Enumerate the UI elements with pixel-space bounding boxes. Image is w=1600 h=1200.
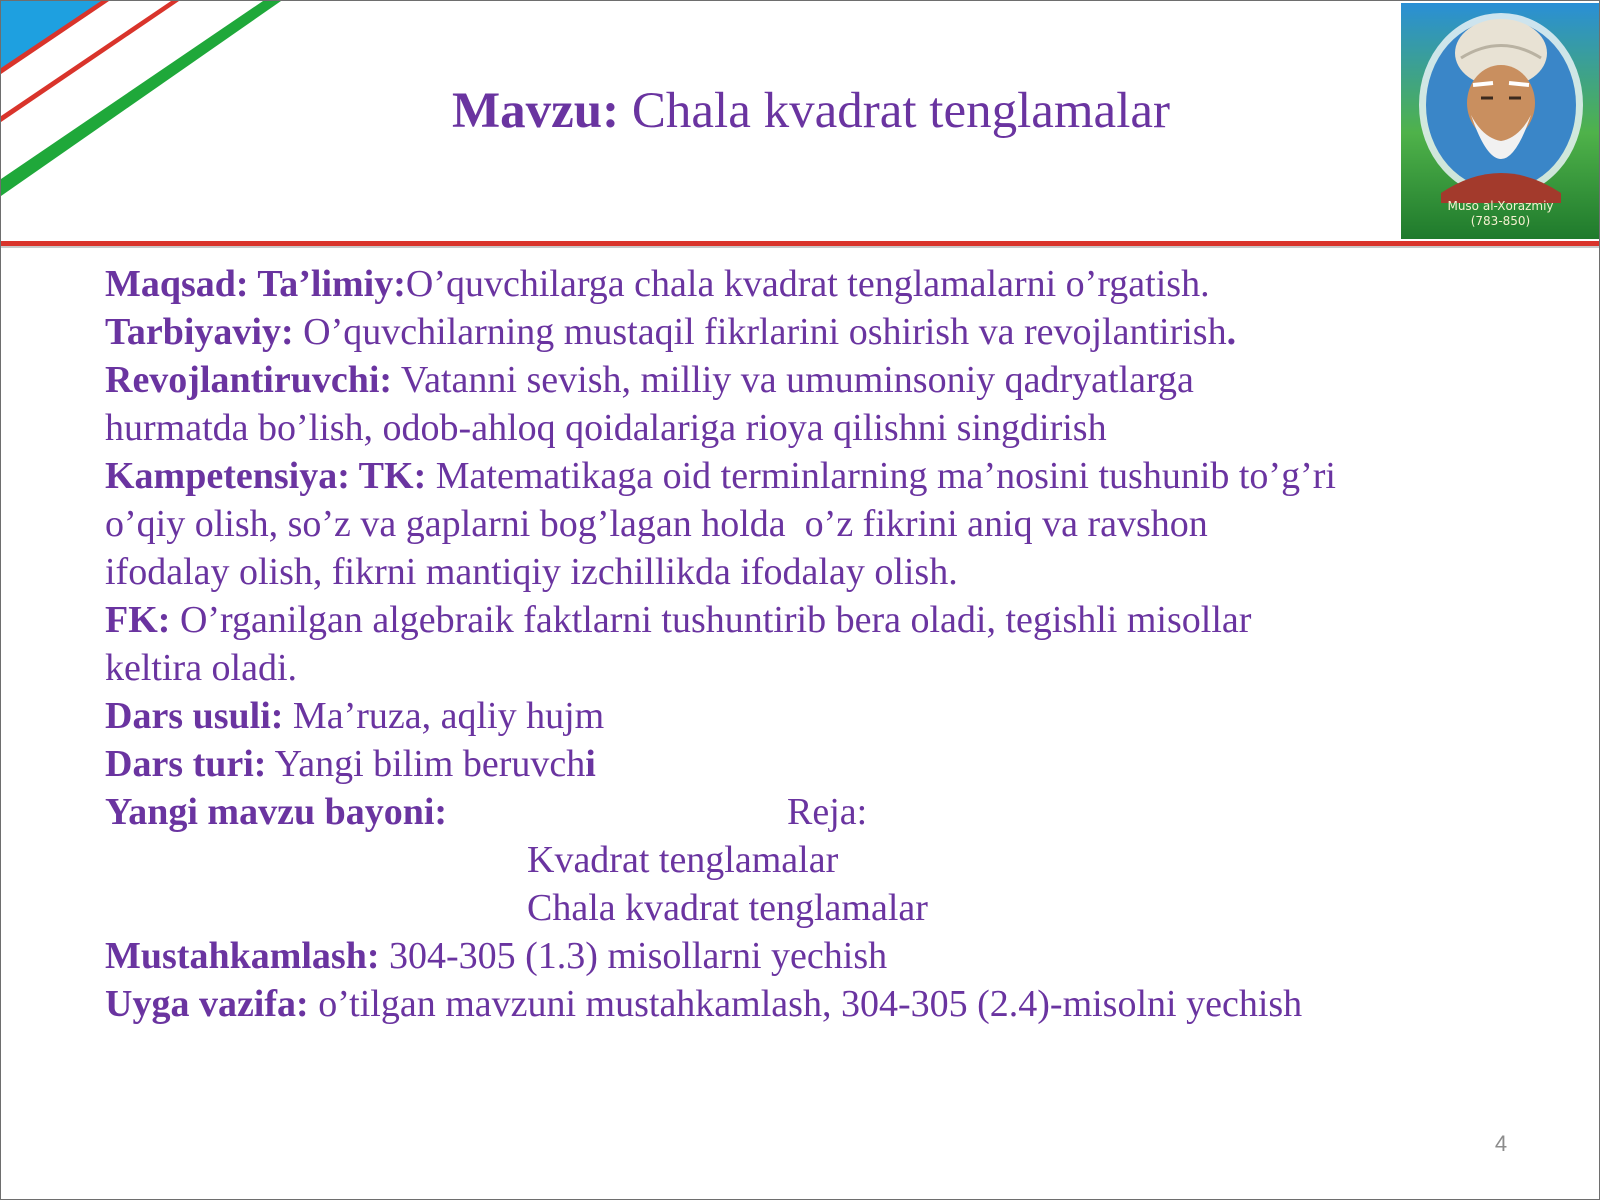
lesson-type-label: Dars turi: xyxy=(105,743,267,785)
plan-item: Kvadrat tenglamalar xyxy=(527,839,839,881)
goal-educational-line xyxy=(105,260,1565,308)
uzbek-flag-decoration xyxy=(1,1,281,201)
goal-upbringing-end: . xyxy=(1226,311,1237,353)
competence-fk-label: FK: xyxy=(105,599,171,641)
goal-educational-text: O’quvchilarga chala kvadrat tenglamalarni o’rgatish. xyxy=(405,263,1210,305)
homework-text: o’tilgan mavzuni mustahkamlash, 304-305 (2.4)-misolni yechish xyxy=(318,983,1303,1025)
reinforcement-line xyxy=(105,932,1565,980)
new-topic-line xyxy=(105,788,1565,836)
competence-tk-label: Kampetensiya: TK: xyxy=(105,455,427,497)
lesson-method-text: Ma’ruza, aqliy hujm xyxy=(292,695,605,737)
competence-tk-continued-2: ifodalay olish, fikrni mantiqiy izchillikda ifodalay olish. xyxy=(105,551,958,593)
competence-fk-text: O’rganilgan algebraik faktlarni tushuntirib bera oladi, tegishli misollar xyxy=(179,599,1252,641)
lesson-plan-text xyxy=(105,260,1565,1028)
lesson-method-label: Dars usuli: xyxy=(105,695,284,737)
homework-label: Uyga vazifa: xyxy=(105,983,309,1025)
goal-upbringing-label: Tarbiyaviy: xyxy=(105,311,294,353)
plan-item: Chala kvadrat tenglamalar xyxy=(527,887,928,929)
lesson-method-line xyxy=(105,692,1565,740)
competence-tk-text: Matematikaga oid terminlarning ma’nosini tushunib to’g’ri xyxy=(435,455,1336,497)
portrait-caption-name: Muso al-Xorazmiy xyxy=(1447,199,1554,213)
lesson-type-text: Yangi bilim beruvch xyxy=(274,743,586,785)
page-number: 4 xyxy=(1494,1131,1508,1156)
lesson-type-line xyxy=(105,740,1565,788)
new-topic-label: Yangi mavzu bayoni: xyxy=(105,791,448,833)
header-divider-shadow xyxy=(1,246,1600,248)
goal-upbringing-line xyxy=(105,308,1565,356)
portrait-caption-years: (783-850) xyxy=(1470,214,1531,228)
title-label: Mavzu: xyxy=(452,83,620,139)
goal-educational-label: Maqsad: Ta’limiy: xyxy=(105,263,406,305)
portrait-image xyxy=(1401,3,1600,239)
reinforcement-label: Mustahkamlash: xyxy=(105,935,380,977)
homework-line xyxy=(105,980,1565,1028)
page-title xyxy=(331,81,1291,141)
goal-developmental-label: Revojlantiruvchi: xyxy=(105,359,393,401)
goal-upbringing-text: O’quvchilarning mustaqil fikrlarini oshirish va revojlantirish xyxy=(303,311,1227,353)
competence-fk-line xyxy=(105,596,1565,644)
goal-developmental-line xyxy=(105,356,1565,404)
goal-developmental-text: Vatanni sevish, milliy va umuminsoniy qadryatlarga xyxy=(400,359,1194,401)
lesson-type-end: i xyxy=(585,743,596,785)
competence-tk-line xyxy=(105,452,1565,500)
plan-heading: Reja: xyxy=(787,791,868,833)
portrait-caption xyxy=(1401,199,1600,229)
competence-tk-continued-1: o’qiy olish, so’z va gaplarni bog’lagan holda o’z fikrini aniq va ravshon xyxy=(105,503,1208,545)
competence-fk-continued: keltira oladi. xyxy=(105,647,298,689)
reinforcement-text: 304-305 (1.3) misollarni yechish xyxy=(389,935,888,977)
title-text: Chala kvadrat tenglamalar xyxy=(631,83,1170,139)
goal-developmental-continued: hurmatda bo’lish, odob-ahloq qoidalariga rioya qilishni singdirish xyxy=(105,407,1107,449)
